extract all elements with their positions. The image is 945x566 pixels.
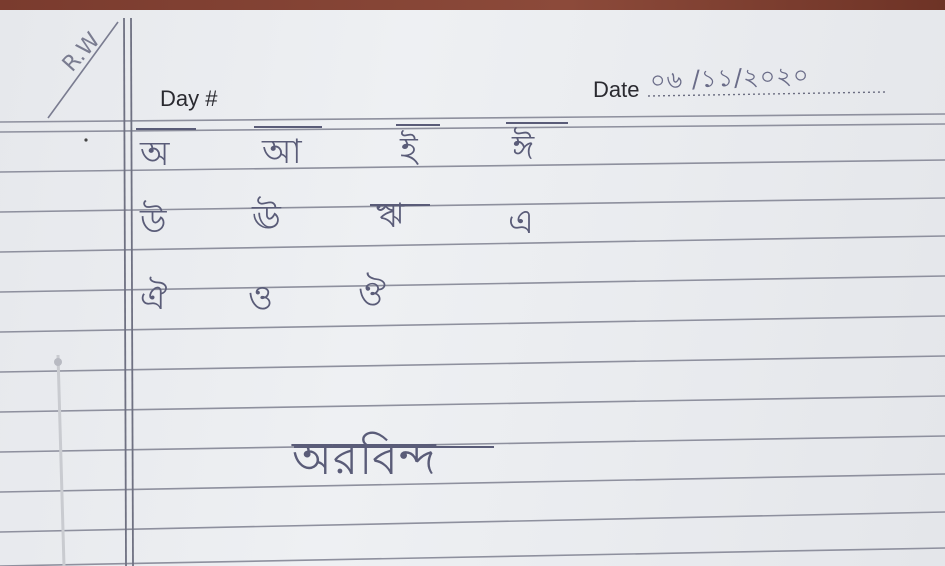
day-label: Day # <box>160 86 218 111</box>
vowel-letter: ঐ <box>140 278 168 318</box>
vowel-letter: আ <box>262 132 302 172</box>
handwritten-word: অরবিন্দ <box>292 431 437 485</box>
vowel-letter: ই <box>400 130 418 170</box>
vowel-letter: ঋ <box>376 196 405 236</box>
vowel-letter: এ <box>508 202 534 242</box>
vowel-letter: ঔ <box>358 274 386 314</box>
date-value: ০৬ /১১/২০২০ <box>649 61 810 95</box>
vowel-letter: অ <box>140 134 170 174</box>
vowel-letter: ঊ <box>252 198 281 238</box>
vowel-letter: উ <box>140 202 167 242</box>
date-label: Date <box>593 77 640 102</box>
vowel-letter: ও <box>248 278 274 318</box>
teacher-initials: R.W <box>57 28 106 77</box>
vowel-letter: ঈ <box>512 128 535 168</box>
